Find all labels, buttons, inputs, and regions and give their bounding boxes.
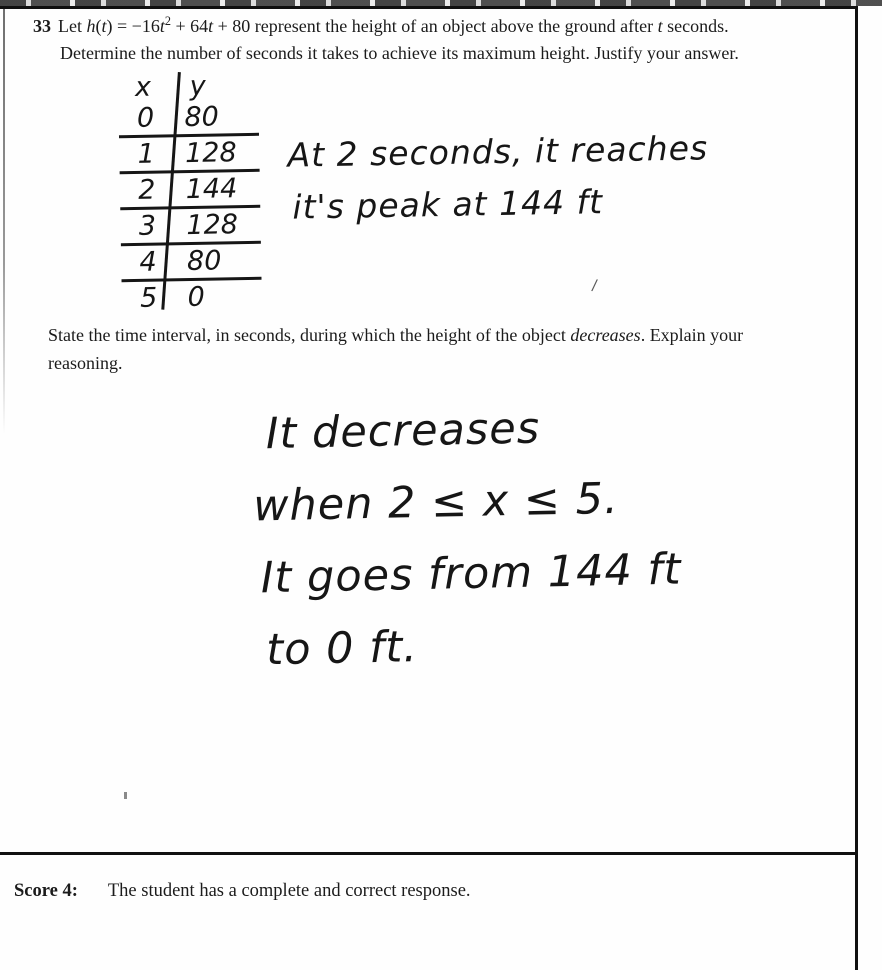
- table-cell-y-3: 128: [186, 209, 239, 242]
- score-text: The student has a complete and correct response.: [107, 881, 471, 901]
- score-divider-line: [0, 852, 857, 855]
- question-text-line-1: [58, 13, 729, 40]
- table-cell-x-2: 2: [137, 174, 156, 206]
- answer-max-line-2: it's peak at 144 ft: [292, 182, 604, 227]
- stray-mark-slash: /: [590, 275, 599, 295]
- table-row: [118, 100, 259, 138]
- answer-decrease-line-1: It decreases: [265, 403, 541, 460]
- math-h: h: [86, 16, 96, 36]
- table-cell-x-4: 4: [139, 246, 157, 278]
- table-row: [120, 208, 261, 246]
- table-row: [120, 172, 261, 210]
- math-t: t: [101, 16, 107, 36]
- table-cell-x-1: 1: [137, 138, 156, 170]
- question-line-1: [33, 13, 739, 40]
- question-box-left-border: [3, 9, 5, 434]
- text-segment: + 80 represent the height of an object above the ground after: [213, 16, 658, 36]
- question-block: [33, 13, 739, 67]
- table-header-x: x: [134, 71, 152, 103]
- table-cell-y-4: 80: [186, 245, 222, 278]
- text-segment: . Explain your: [640, 325, 744, 345]
- answer-max-line-1: At 2 seconds, it reaches: [287, 128, 709, 175]
- table-row: [121, 244, 262, 282]
- table-header-row: [118, 71, 258, 102]
- text-segment: + 64: [170, 16, 209, 36]
- text-segment: (: [95, 16, 102, 36]
- question-box-top-border: [0, 6, 858, 9]
- score-label: Score 4:: [14, 881, 78, 901]
- table-header-y: y: [189, 70, 206, 102]
- emphasized-word: decreases: [570, 325, 641, 345]
- stray-mark-speck: [124, 792, 127, 799]
- score-section: [14, 881, 471, 902]
- table-cell-x-0: 0: [136, 102, 155, 134]
- text-segment: State the time interval, in seconds, during which the height of the object: [48, 325, 571, 345]
- question-2-line-2: reasoning.: [48, 353, 123, 373]
- table-cell-x-3: 3: [138, 210, 157, 242]
- answer-decrease-line-4: to 0 ft.: [265, 622, 419, 676]
- math-t: t: [159, 16, 165, 36]
- answer-decrease-line-3: It goes from 144 ft: [260, 544, 682, 604]
- text-segment: ) = −16: [106, 16, 160, 36]
- question-text-line-2: Determine the number of seconds it takes to achieve its maximum height. Justify your answer.: [60, 43, 739, 63]
- math-t: t: [208, 16, 214, 36]
- math-t: t: [657, 16, 663, 36]
- handwritten-answer-decrease-interval: [251, 390, 684, 687]
- answer-decrease-line-2: when 2 ≤ x ≤ 5.: [252, 473, 620, 532]
- question-2-line-1: [48, 321, 743, 349]
- text-segment: seconds.: [662, 16, 729, 36]
- table-cell-y-2: 144: [185, 173, 238, 206]
- table-row: [119, 136, 260, 174]
- table-cell-y-1: 128: [184, 137, 237, 170]
- question-box-right-border: [855, 6, 858, 970]
- question-number: 33: [33, 16, 51, 36]
- math-exponent: 2: [164, 14, 171, 28]
- handwritten-work-table: [118, 71, 262, 315]
- text-segment: Let: [58, 16, 87, 36]
- table-cell-y-0: 80: [184, 101, 220, 134]
- question-2-block: [48, 321, 743, 377]
- handwritten-answer-max-height: [287, 122, 709, 233]
- table-row: [122, 280, 263, 315]
- table-cell-y-5: 0: [187, 281, 206, 314]
- table-cell-x-5: 5: [139, 282, 158, 314]
